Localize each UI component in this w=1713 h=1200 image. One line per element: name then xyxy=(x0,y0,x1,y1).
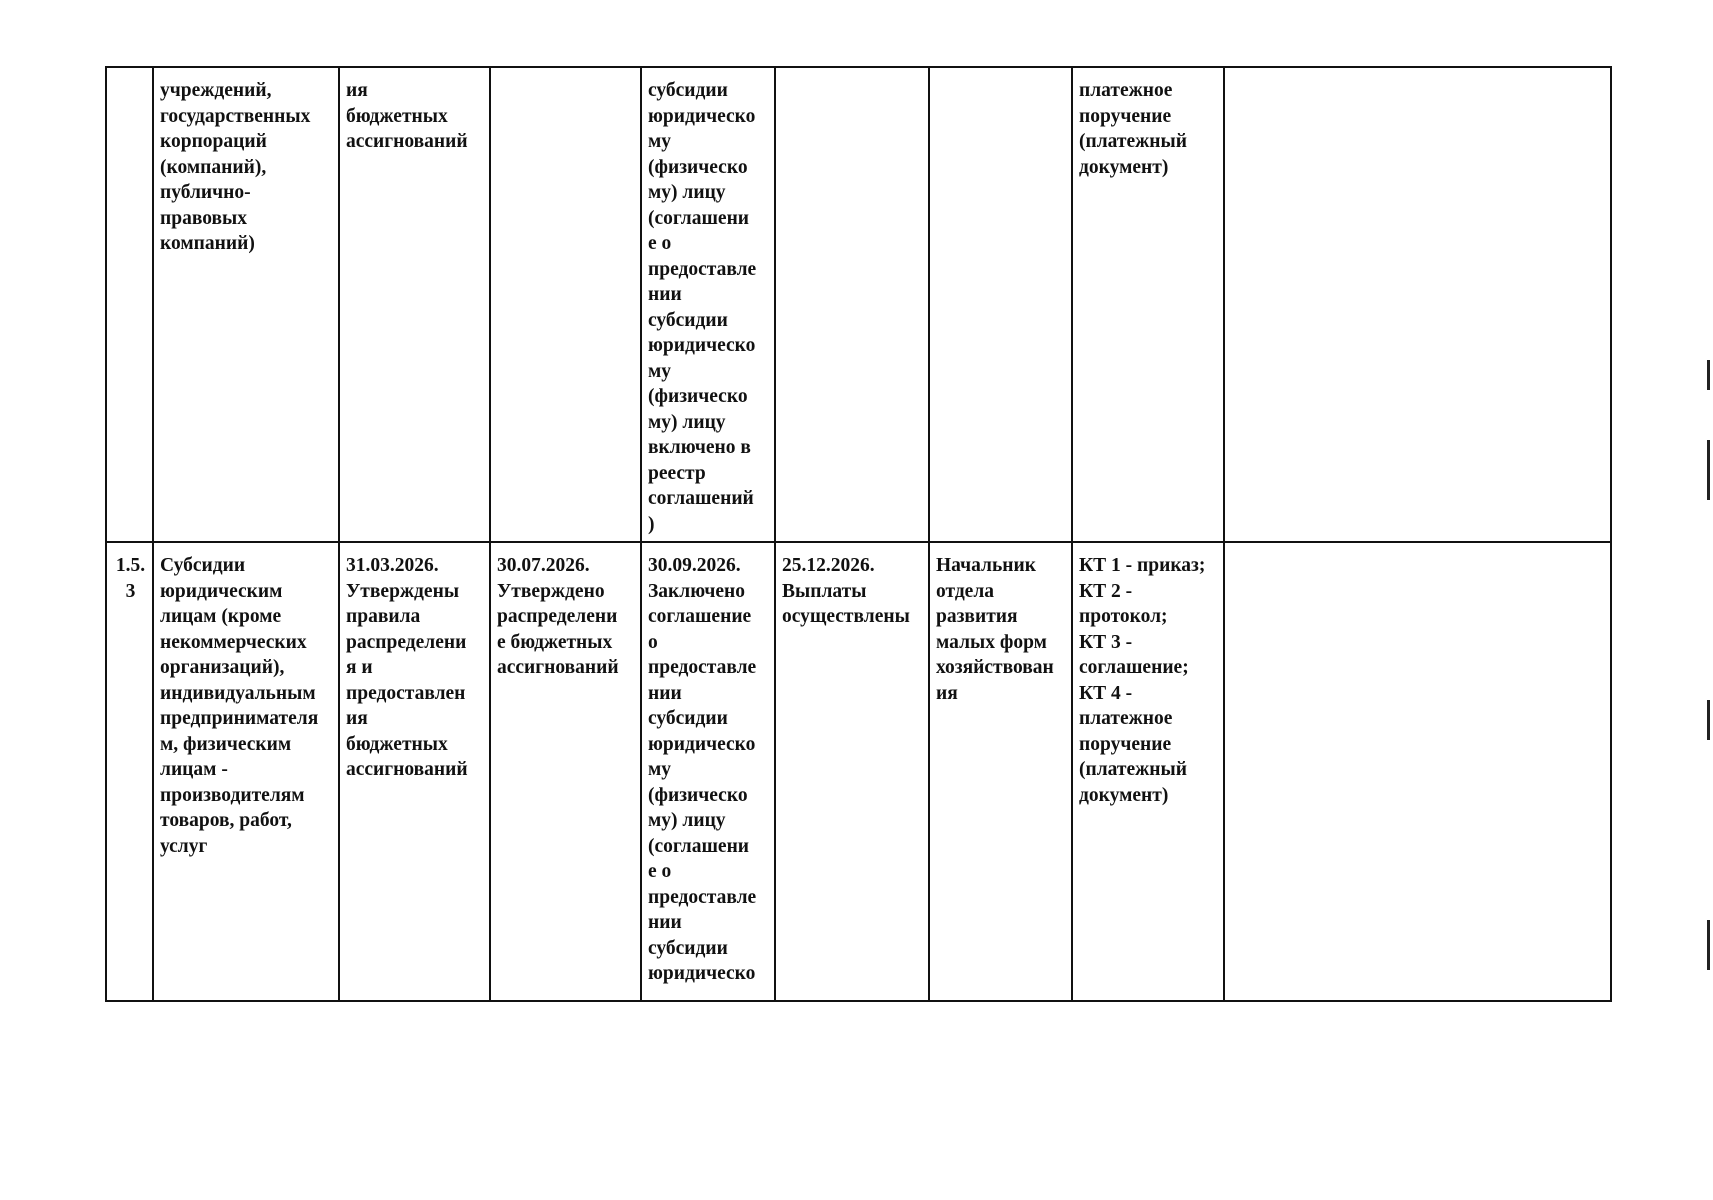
control-point-1-cell: ия бюджетных ассигнований xyxy=(339,67,490,542)
documents-cell: платежное поручение (платежный документ) xyxy=(1072,67,1224,542)
control-point-4-cell: 25.12.2026. Выплаты осуществлены xyxy=(775,542,929,1001)
table-row xyxy=(106,542,1611,1001)
row-number-cell: 1.5. 3 xyxy=(106,542,153,1001)
responsible-cell: Начальник отдела развития малых форм хозяйствован ия xyxy=(929,542,1072,1001)
control-point-3-cell: субсидии юридическо му (физическо му) лицу (соглашени е о предоставле нии субсидии юридическо му (физическо му) лицу включено в реестр соглашений ) xyxy=(641,67,775,542)
control-point-4-cell xyxy=(775,67,929,542)
extra-cell xyxy=(1224,542,1611,1001)
control-point-3-cell: 30.09.2026. Заключено соглашение о предоставле нии субсидии юридическо му (физическо му) лицу (соглашени е о предоставле нии субсидии юридическо xyxy=(641,542,775,1001)
scan-edge-marks xyxy=(1701,0,1713,1200)
measure-name-cell: учреждений, государственных корпораций (компаний), публично- правовых компаний) xyxy=(153,67,339,542)
control-point-2-cell xyxy=(490,67,641,542)
documents-cell: КТ 1 - приказ; КТ 2 - протокол; КТ 3 - соглашение; КТ 4 - платежное поручение (платежный документ) xyxy=(1072,542,1224,1001)
measure-name-cell: Субсидии юридическим лицам (кроме некоммерческих организаций), индивидуальным предпринимателя м, физическим лицам - производителям товаров, работ, услуг xyxy=(153,542,339,1001)
control-points-table xyxy=(105,66,1612,1002)
responsible-cell xyxy=(929,67,1072,542)
control-point-2-cell: 30.07.2026. Утверждено распределени е бюджетных ассигнований xyxy=(490,542,641,1001)
table-row xyxy=(106,67,1611,542)
row-number-cell xyxy=(106,67,153,542)
control-point-1-cell: 31.03.2026. Утверждены правила распределени я и предоставлен ия бюджетных ассигнований xyxy=(339,542,490,1001)
extra-cell xyxy=(1224,67,1611,542)
